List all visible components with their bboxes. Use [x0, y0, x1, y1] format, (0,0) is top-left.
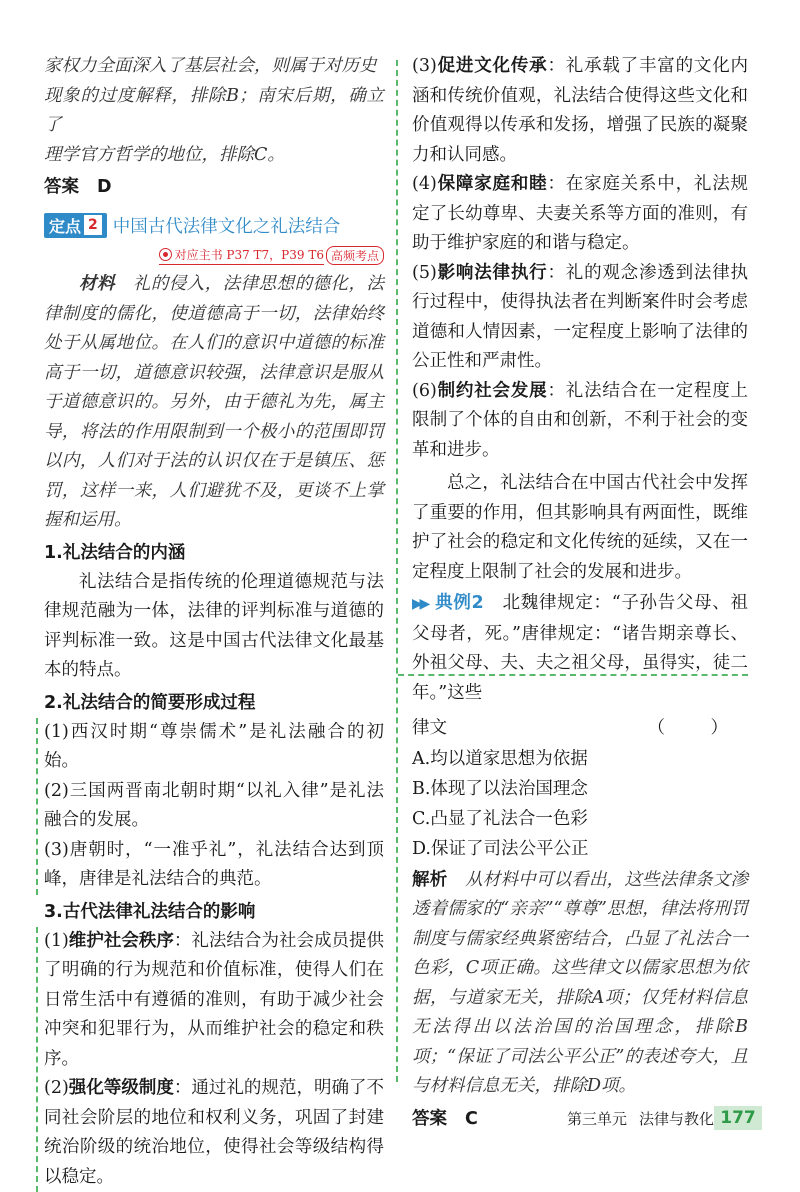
section-3-list [36, 927, 384, 1192]
answer-blank: （ ） [648, 714, 743, 744]
answer-label: 答案 [412, 1109, 447, 1129]
list-item: (3)唐朝时，“一准乎礼”，礼法结合达到顶峰，唐律是礼法结合的典范。 [44, 836, 384, 895]
point-heading: 中国古代法律文化之礼法结合 [113, 213, 341, 238]
option-c: C.凸显了礼法合一色彩 [412, 804, 748, 834]
answer-1 [44, 172, 384, 202]
analysis-label: 解析 [412, 870, 447, 890]
footer-topic: 法律与教化 [639, 1110, 714, 1128]
list-item: (2)强化等级制度：通过礼的规范，明确了不同社会阶层的地位和权利义务，巩固了封建统治阶级的统治地位，使得社会等级结构得以稳定。 [44, 1074, 384, 1192]
example-tag: 典例2 [435, 593, 484, 613]
high-frequency-badge: 高频考点 [326, 246, 384, 265]
page-number: 177 [714, 1106, 762, 1130]
example-stem: ▶▶ 典例2 北魏律规定：“子孙告父母、祖父母者，死。”唐律规定：“诸告期亲尊长、外祖父母、夫、夫之祖父母，虽得实，徒二年。”这些 [412, 589, 748, 708]
material-paragraph: 材料 礼的侵入，法律思想的德化，法律制度的儒化，使道德高于一切，法律始终处于从属地位。在人们的意识中道德的标准高于一切，道德意识较强，法律意识是服从于道德意识的。另外，由于德礼为先，属主导，将法的作用限制到一个极小的范围即罚以内，人们对于法的认识仅在于是镇压、惩罚，这样一来，人们避犹不及，更谈不上掌握和运用。 [44, 270, 384, 536]
left-column [44, 52, 384, 1192]
section-2-list [36, 718, 384, 895]
intro-text: 家权力全面深入了基层社会，则属于对历史 现象的过度解释，排除B；南宋后期，确立了 理学官方哲学的地位，排除C。 [44, 52, 384, 170]
list-item: (3)促进文化传承：礼承载了丰富的文化内涵和传统价值观，礼法结合使得这些文化和价值观得以传承和发扬，增强了民族的凝聚力和认同感。 [412, 52, 748, 170]
point-badge: 定点 2 [44, 213, 107, 238]
question-stem-end: 律文 （ ） [412, 714, 748, 744]
options-list [412, 744, 748, 864]
right-column [412, 52, 748, 1134]
summary-paragraph: 总之，礼法结合在中国古代社会中发挥了重要的作用，但其影响具有两面性，既维护了社会的稳定和文化传统的延续，又在一定程度上限制了社会的发展和进步。 [412, 469, 748, 587]
point-title [44, 210, 384, 240]
section-3-list-continued [412, 52, 748, 465]
option-d: D.保证了司法公平公正 [412, 834, 748, 864]
column-divider [396, 60, 398, 1082]
page-footer [0, 1102, 800, 1132]
answer-value: D [97, 177, 112, 197]
analysis-paragraph: 解析 从材料中可以看出，这些法律条文渗透着儒家的“亲亲”“尊尊”思想，律法将刑罚制度与儒家经典紧密结合，凸显了礼法合一色彩，C项正确。这些律文以儒家思想为依据，与道家无关，排除A项；仅凭材料信息无法得出以法治国的治国理念，排除B项；“保证了司法公平公正”的表述夸大，且与材料信息无关，排除D项。 [412, 866, 748, 1102]
section-1-heading: 1.礼法结合的内涵 [44, 538, 384, 568]
section-3-heading: 3.古代法律礼法结合的影响 [44, 897, 384, 927]
list-item: (2)三国两晋南北朝时期“以礼入律”是礼法融合的发展。 [44, 777, 384, 836]
option-a: A.均以道家思想为依据 [412, 744, 748, 774]
material-label: 材料 [79, 274, 115, 294]
list-item: (1)维护社会秩序：礼法结合为社会成员提供了明确的行为规范和价值标准，使得人们在日常生活中有遵循的准则，有助于减少社会冲突和犯罪行为，从而维护社会的稳定和秩序。 [44, 927, 384, 1075]
reference-line [44, 244, 384, 266]
reference-link[interactable]: 对应主书 P37 T7，P39 T6 [159, 246, 324, 265]
footer-unit: 第三单元 [567, 1110, 627, 1128]
list-item: (5)影响法律执行：礼的观念渗透到法律执行过程中，使得执法者在判断案件时会考虑道德和人情因素，一定程度上影响了法律的公正性和严肃性。 [412, 259, 748, 377]
list-item: (4)保障家庭和睦：在家庭关系中，礼法规定了长幼尊卑、夫妻关系等方面的准则，有助于维护家庭的和谐与稳定。 [412, 170, 748, 259]
point-number: 2 [84, 215, 102, 235]
answer-label: 答案 [44, 177, 79, 197]
answer-value: C [465, 1109, 478, 1129]
footer-title [567, 1108, 714, 1129]
list-item: (6)制约社会发展：礼法结合在一定程度上限制了个体的自由和创新，不利于社会的变革和进步。 [412, 377, 748, 466]
list-item: (1)西汉时期“尊崇儒术”是礼法融合的初始。 [44, 718, 384, 777]
section-2-heading: 2.礼法结合的简要形成过程 [44, 688, 384, 718]
section-1-text: 礼法结合是指传统的伦理道德规范与法律规范融为一体，法律的评判标准与道德的评判标准一致。这是中国古代法律文化最基本的特点。 [44, 568, 384, 686]
double-arrow-icon: ▶▶ [412, 596, 427, 612]
option-b: B.体现了以法治国理念 [412, 774, 748, 804]
target-icon [159, 248, 172, 261]
